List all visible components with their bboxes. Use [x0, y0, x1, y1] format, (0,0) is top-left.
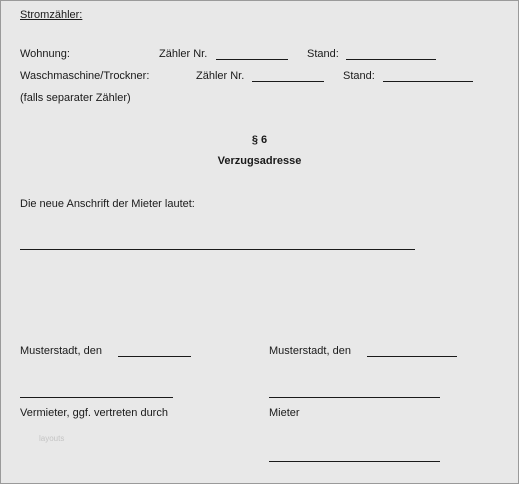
- landlord-signature-line: [20, 397, 173, 398]
- tenant-second-signature-line: [269, 461, 440, 462]
- wohnung-zaehler-label: Zähler Nr.: [159, 48, 208, 60]
- waschmaschine-zaehler-blank: [252, 81, 324, 82]
- waschmaschine-stand-blank: [383, 81, 473, 82]
- address-blank-line: [20, 249, 415, 250]
- wohnung-zaehler-blank: [216, 59, 288, 60]
- left-place-date-label: Musterstadt, den: [20, 345, 102, 357]
- section-number: § 6: [251, 134, 268, 146]
- watermark: layouts: [39, 434, 65, 443]
- right-place-date-label: Musterstadt, den: [269, 345, 351, 357]
- wohnung-stand-blank: [346, 59, 436, 60]
- waschmaschine-zaehler-label: Zähler Nr.: [196, 70, 245, 82]
- stromzaehler-heading: Stromzähler:: [20, 9, 83, 21]
- tenant-role-label: Mieter: [269, 407, 300, 419]
- right-date-blank: [367, 356, 457, 357]
- landlord-role-label: Vermieter, ggf. vertreten durch: [20, 407, 168, 419]
- separate-meter-note: (falls separater Zähler): [20, 92, 131, 104]
- section-title: Verzugsadresse: [217, 155, 302, 167]
- waschmaschine-stand-label: Stand:: [343, 70, 375, 82]
- wohnung-stand-label: Stand:: [307, 48, 339, 60]
- left-date-blank: [118, 356, 191, 357]
- waschmaschine-label: Waschmaschine/Trockner:: [20, 70, 150, 82]
- address-intro: Die neue Anschrift der Mieter lautet:: [20, 198, 195, 210]
- tenant-signature-line: [269, 397, 440, 398]
- wohnung-label: Wohnung:: [20, 48, 70, 60]
